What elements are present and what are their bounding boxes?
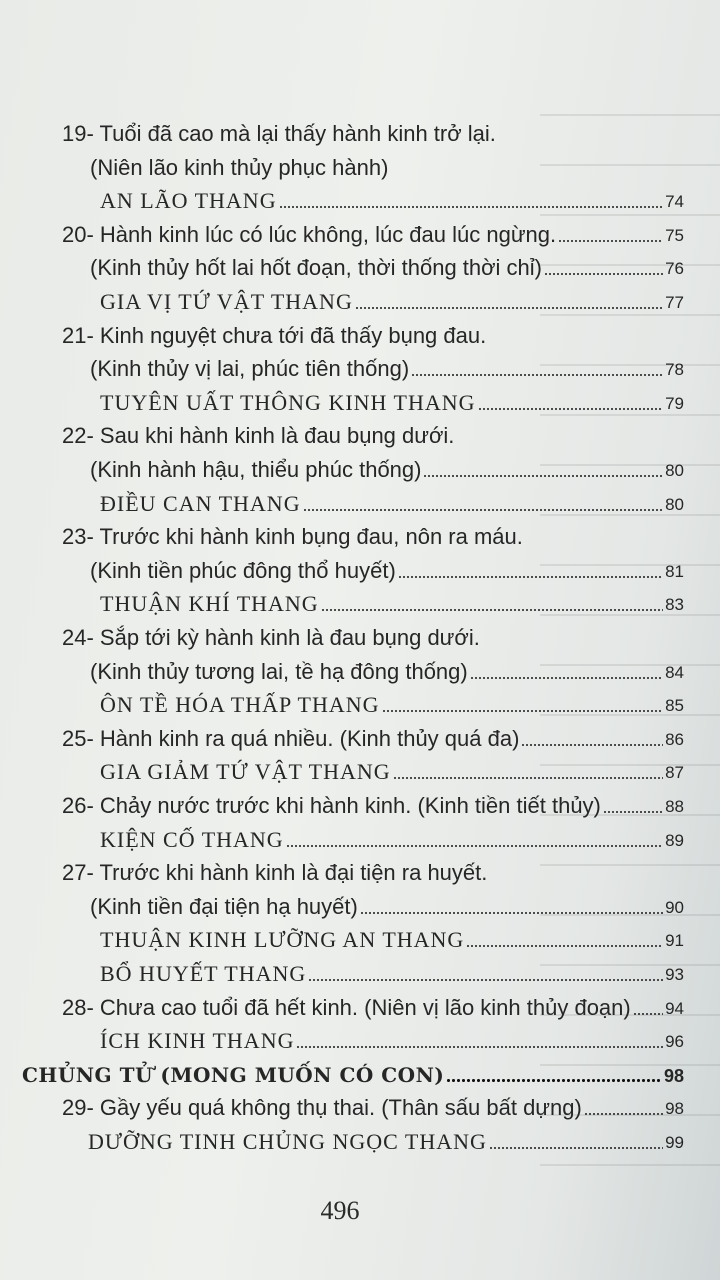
toc-section-heading <box>22 1061 684 1089</box>
toc-page-number: 84 <box>665 662 684 682</box>
toc-entry <box>62 792 684 820</box>
toc-page-number: 74 <box>665 192 684 212</box>
toc-page-number: 86 <box>665 729 684 749</box>
toc-entry-text: (Kinh hành hậu, thiểu phúc thống) <box>90 457 422 482</box>
toc-entry-text: 19- Tuổi đã cao mà lại thấy hành kinh trở lại. <box>62 121 496 146</box>
toc-page-number: 80 <box>665 494 684 514</box>
toc-entry <box>100 288 684 316</box>
toc-entry-text: 26- Chảy nước trước khi hành kinh. (Kinh tiền tiết thủy) <box>62 793 601 818</box>
toc-page-number: 76 <box>665 259 684 279</box>
toc-entry-text: 21- Kinh nguyệt chưa tới đã thấy bụng đau. <box>62 322 487 348</box>
toc-entry-text: GIA GIẢM TỨ VẬT THANG <box>100 759 391 785</box>
toc-entry <box>62 1094 684 1122</box>
dot-leader <box>446 1078 662 1083</box>
toc-entry <box>90 355 684 383</box>
dot-leader <box>423 474 663 478</box>
toc-entry <box>90 658 684 686</box>
toc-entry <box>100 691 684 719</box>
toc-entry-text: TUYÊN UẤT THÔNG KINH THANG <box>100 389 476 415</box>
toc-page-number: 83 <box>665 595 684 615</box>
page-number: 496 <box>320 1196 360 1225</box>
toc-page-number: 96 <box>665 1032 684 1052</box>
toc-entry <box>88 1128 684 1156</box>
toc-page-number: 78 <box>665 360 684 380</box>
toc-entry-text: 23- Trước khi hành kinh bụng đau, nôn ra máu. <box>62 524 523 550</box>
dot-leader <box>633 1012 663 1016</box>
toc-entry-text: 22- Sau khi hành kinh là đau bụng dưới. <box>62 423 455 449</box>
toc-entry-text: (Kinh tiền đại tiện hạ huyết) <box>90 893 358 919</box>
toc-entry <box>100 758 684 786</box>
toc-entry-text: AN LÃO THANG <box>100 188 277 214</box>
toc-entry <box>90 557 684 585</box>
toc-entry-text: 28- Chưa cao tuổi đã hết kinh. (Niên vị lão kinh thủy đoạn) <box>62 994 631 1020</box>
toc-entry-text: 29- Gầy yếu quá không thụ thai. (Thân sấu bất dựng) <box>62 1095 582 1121</box>
toc-entry-text: (Niên lão kinh thủy phục hành) <box>90 154 389 180</box>
toc-entry-text: GIA VỊ TỨ VẬT THANG <box>100 289 353 314</box>
dot-leader <box>355 306 663 310</box>
toc-entry <box>100 826 684 854</box>
dot-leader <box>411 373 663 377</box>
toc-entry <box>100 389 684 417</box>
toc-page-number: 99 <box>665 1133 684 1152</box>
dot-leader <box>558 239 663 243</box>
dot-leader <box>279 205 663 209</box>
toc-entry <box>62 624 684 652</box>
toc-entry-text: KIỆN CỐ THANG <box>100 826 284 852</box>
toc-entry <box>62 422 684 450</box>
toc-entry <box>90 154 684 182</box>
toc-page-number: 85 <box>665 696 684 716</box>
dot-leader <box>321 608 663 612</box>
toc-entry <box>62 120 684 148</box>
dot-leader <box>286 844 663 848</box>
toc-page-number: 80 <box>665 461 684 480</box>
toc-entry-text: CHỦNG TỬ (MONG MUỐN CÓ CON) <box>22 1062 445 1087</box>
toc-entry-text: BỔ HUYẾT THANG <box>100 961 307 986</box>
dot-leader <box>308 978 663 982</box>
toc-entry-text: 24- Sắp tới kỳ hành kinh là đau bụng dưới. <box>62 625 480 650</box>
dot-leader <box>382 709 664 713</box>
dot-leader <box>489 1146 663 1150</box>
dot-leader <box>393 776 663 780</box>
dot-leader <box>470 676 663 680</box>
toc-page-number: 94 <box>665 998 684 1018</box>
dot-leader <box>303 508 663 512</box>
dot-leader <box>360 911 663 915</box>
toc-entry <box>90 893 684 921</box>
toc-page-number: 81 <box>665 561 684 581</box>
dot-leader <box>521 743 663 747</box>
toc-entry <box>62 725 684 753</box>
toc-page-number: 93 <box>665 965 684 984</box>
toc-entry <box>62 523 684 551</box>
toc-entry-text: 20- Hành kinh lúc có lúc không, lúc đau lúc ngừng. <box>62 221 557 247</box>
toc-entry <box>100 187 684 215</box>
toc-page-number: 88 <box>665 797 684 816</box>
toc-entry <box>100 926 684 954</box>
toc-entry-text: ĐIỀU CAN THANG <box>100 490 301 516</box>
dot-leader <box>398 575 663 579</box>
toc-page-number: 91 <box>665 931 684 951</box>
toc-entry <box>90 254 684 282</box>
dot-leader <box>466 944 663 948</box>
toc-entry-text: ÔN TỀ HÓA THẤP THANG <box>100 692 380 718</box>
toc-entry <box>100 960 684 988</box>
toc-entry <box>100 1027 684 1055</box>
toc-page-number: 98 <box>663 1065 684 1086</box>
toc-entry-text: (Kinh tiền phúc đông thổ huyết) <box>90 557 396 583</box>
dot-leader <box>296 1045 663 1049</box>
toc-entry <box>100 590 684 618</box>
toc-entry-text: DƯỠNG TINH CHỦNG NGỌC THANG <box>88 1129 487 1154</box>
toc-entry <box>62 221 684 249</box>
toc-entry-text: ÍCH KINH THANG <box>100 1028 295 1054</box>
toc-entry <box>90 456 684 484</box>
dot-leader <box>544 272 663 276</box>
toc-entry <box>62 994 684 1022</box>
toc-entry-text: (Kinh thủy vị lai, phúc tiên thống) <box>90 356 410 382</box>
toc-entry-text: THUẬN KHÍ THANG <box>100 591 319 617</box>
toc-entry-text: (Kinh thủy tương lai, tề hạ đông thống) <box>90 658 468 684</box>
dot-leader <box>603 810 663 814</box>
toc-page-number: 75 <box>665 225 684 245</box>
toc-entry <box>62 859 684 887</box>
toc-entry-text: 25- Hành kinh ra quá nhiều. (Kinh thủy quá đa) <box>62 725 520 751</box>
toc-entry <box>62 322 684 350</box>
toc-entry-text: THUẬN KINH LƯỠNG AN THANG <box>100 927 465 953</box>
toc-entry-text: 27- Trước khi hành kinh là đại tiện ra huyết. <box>62 860 488 886</box>
toc-page-number: 77 <box>665 293 684 312</box>
toc-entry <box>100 490 684 518</box>
dot-leader <box>478 407 664 411</box>
toc-page-number: 79 <box>665 393 684 413</box>
toc-page-number: 89 <box>665 830 684 850</box>
toc-page-number: 98 <box>665 1099 684 1119</box>
toc-entry-text: (Kinh thủy hốt lai hốt đoạn, thời thống thời chỉ) <box>90 255 543 281</box>
dot-leader <box>584 1112 663 1116</box>
toc-page-number: 87 <box>665 763 684 783</box>
toc-page-number: 90 <box>665 897 684 917</box>
